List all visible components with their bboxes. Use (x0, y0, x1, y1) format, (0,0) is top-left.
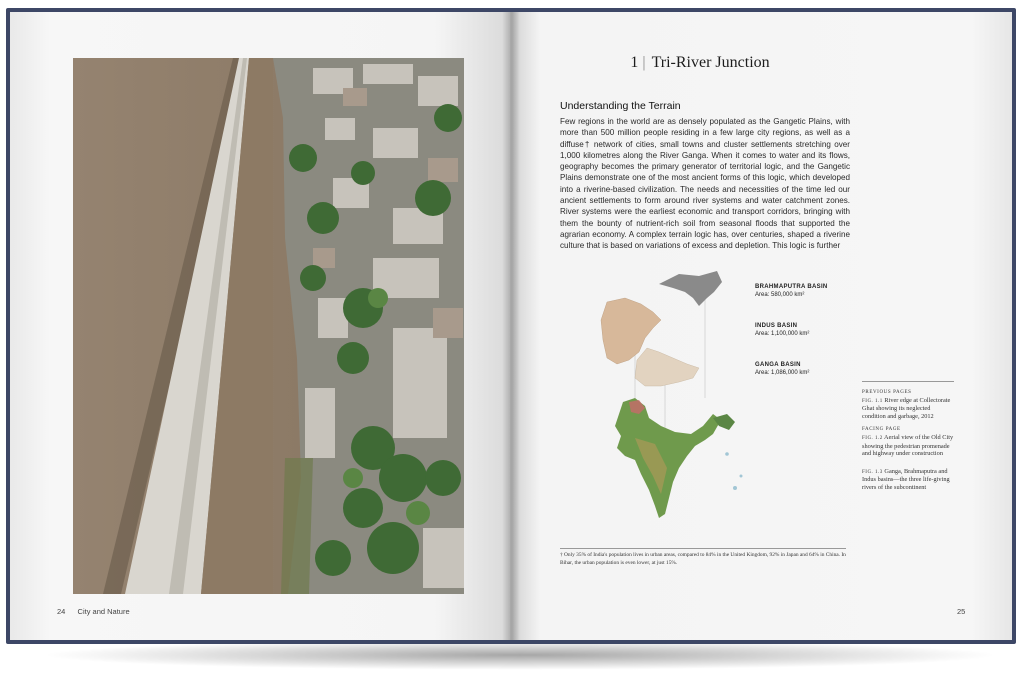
caption-text: Aerial view of the Old City showing the pedestrian promenade and highway under construction (862, 433, 954, 458)
aerial-photo-ganga-riverfront (73, 58, 464, 594)
chapter-title (600, 54, 800, 72)
footnote: † Only 35% of India's population lives in urban areas, compared to 84% in the United Kingdom, 92% in Japan and 64% in China. In Bihar, the urban population is even lower, at just 15%. (560, 548, 846, 567)
basin-name: GANGA BASIN (755, 362, 801, 368)
basin-name: BRAHMAPUTRA BASIN (755, 284, 828, 290)
brahmaputra-basin-label (755, 283, 828, 299)
page-number-left: 24 (57, 607, 66, 616)
book-shadow (40, 640, 1000, 670)
chapter-number: 1 (630, 54, 639, 71)
chapter-name: Tri-River Junction (651, 54, 770, 71)
caption-fig-1-1 (862, 397, 954, 421)
caption-fig-1-2 (862, 434, 954, 458)
ganga-basin-label (755, 361, 809, 377)
section-heading: Understanding the Terrain (560, 100, 681, 112)
basin-area: Area: 580,000 km² (755, 292, 805, 298)
caption-text: Ganga, Brahmaputra and Indus basins—the three life-giving rivers of the subcontinent (862, 467, 950, 491)
body-paragraph: Few regions in the world are as densely populated as the Gangetic Plains, with more than 500 million people residing in a few large city regions, as well as a diffuse† network of cities, small towns and cluster settlements stretching over 1,000 kilometres along the River Ganga. When it comes to water and its flows, geography becomes the primary generator of territorial logic, and the Gangetic Plains demonstrate one of the most ancient forms of this logic, which developed into a riverine-based civilization. The needs and necessities of the time led our ancient settlements to form around river systems and water catchment zones. River systems were the earliest economic and transport corridors, bringing with them the bounty of nutrient-rich soil from seasonal floods that supported the agrarian economy. A complex terrain logic has, over centuries, shaped a riverine culture that is based on variations of excess and depletion. This logic is further (560, 117, 850, 251)
running-title: City and Nature (77, 607, 130, 616)
left-folio (57, 607, 130, 616)
ganga-basin-shape (635, 348, 699, 386)
basins-map (595, 268, 755, 528)
caption-text: River edge at Collectorate Ghat showing its neglected condition and garbage, 2012 (862, 396, 951, 420)
fig-label: FIG. 1.1 (862, 398, 883, 404)
fig-label: FIG. 1.3 (862, 469, 883, 475)
previous-pages-heading: PREVIOUS PAGES (862, 390, 912, 395)
india-map-shape (615, 398, 721, 518)
brahmaputra-basin-shape (659, 271, 722, 306)
book-gutter (502, 12, 520, 640)
basin-area: Area: 1,086,000 km² (755, 370, 810, 376)
basin-area: Area: 1,100,000 km² (755, 331, 810, 337)
page-number-right: 25 (957, 607, 966, 616)
caption-fig-1-3 (862, 468, 954, 492)
facing-page-heading: FACING PAGE (862, 427, 901, 433)
caption-sidebar (862, 381, 954, 498)
basin-name: INDUS BASIN (755, 323, 798, 329)
indus-basin-label (755, 322, 809, 338)
fig-label: FIG. 1.2 (862, 435, 883, 441)
chapter-separator: | (642, 54, 646, 71)
